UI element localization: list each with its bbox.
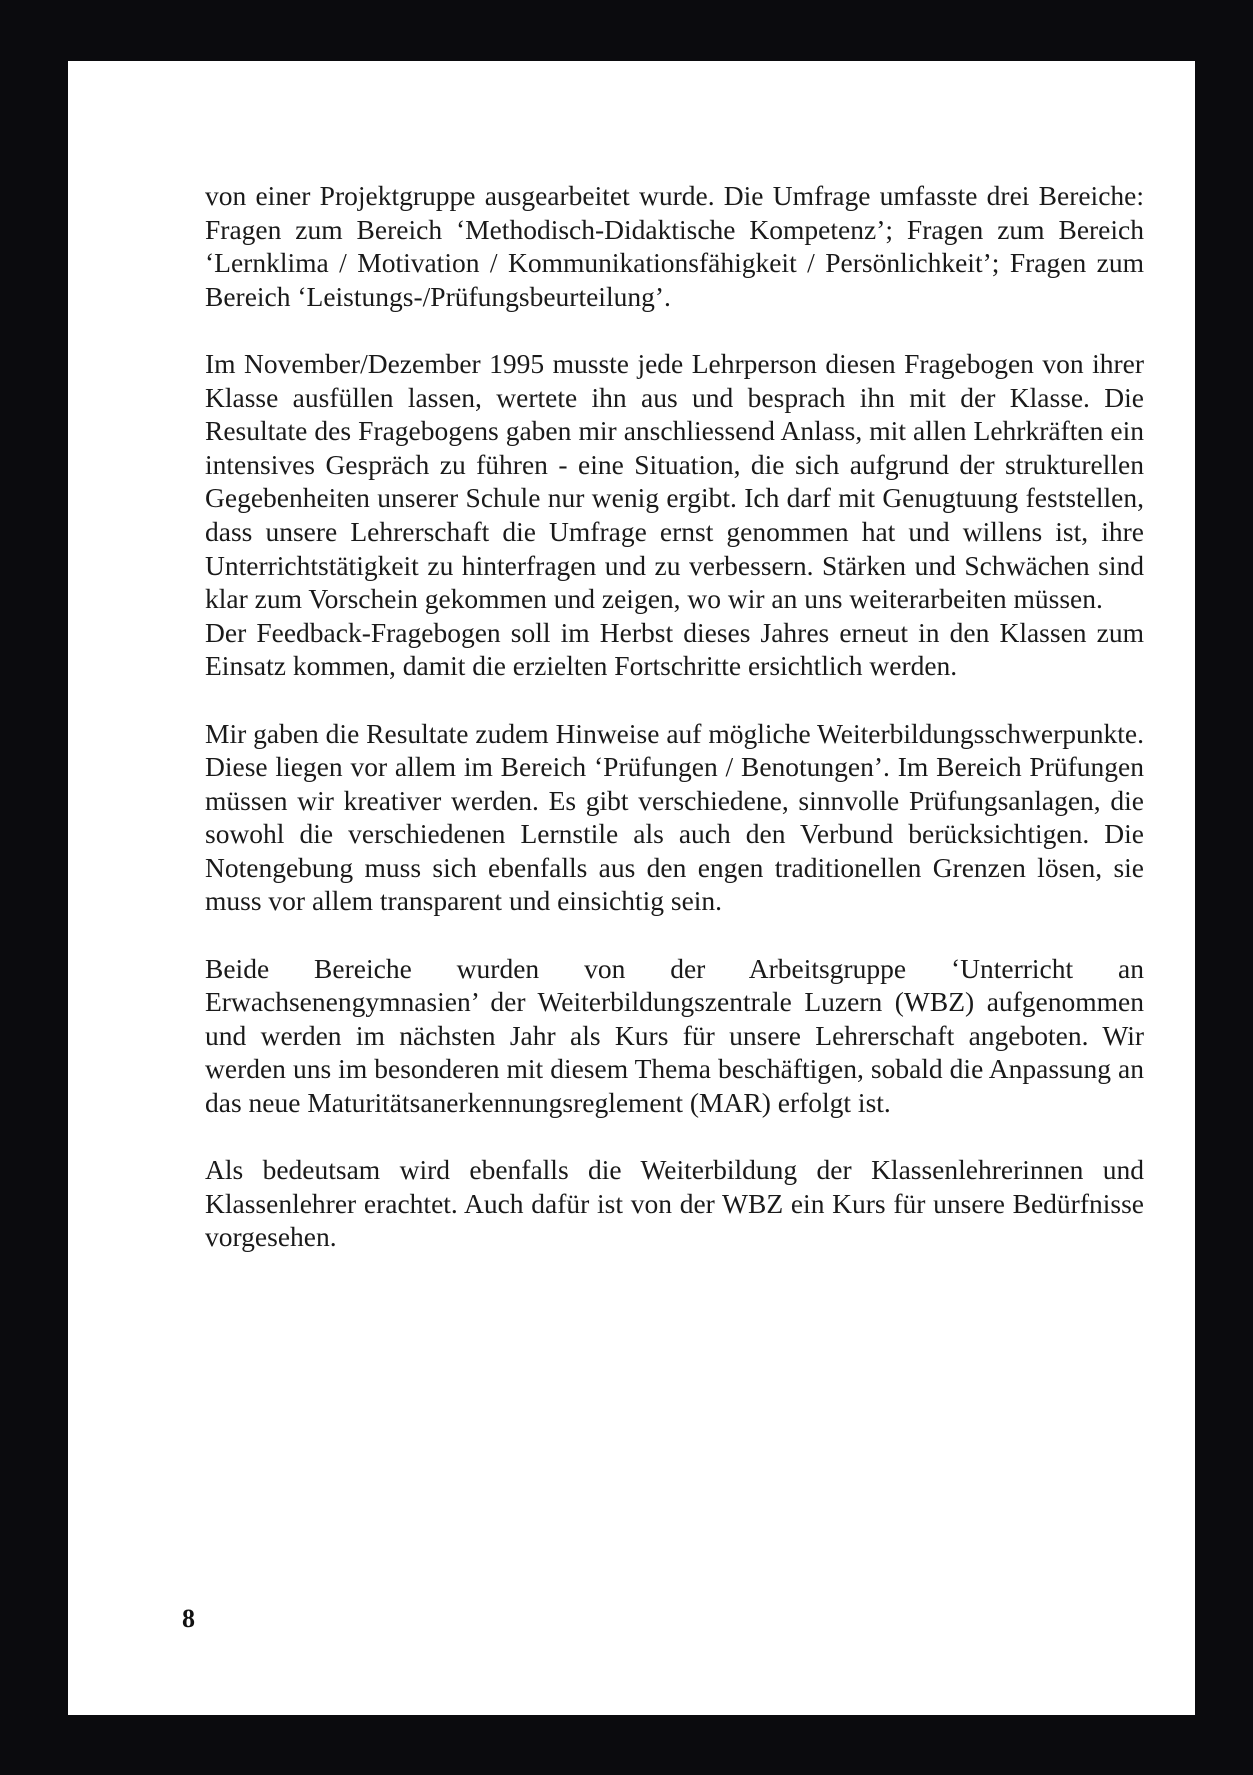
paragraph-training-focus: Mir gaben die Resultate zudem Hinweise auf mögliche Weiterbildungsschwerpunkte. Diese liegen vor allem im Bereich ‘Prüfungen / Benotungen’. Im Bereich Prüfungen müssen wir kreativer werden. Es gibt verschiedene, sinnvolle Prüfungsanlagen, die sowohl die verschiedenen Lernstile als auch den Verbund berücksichtigen. Die Notengebung muss sich ebenfalls aus den engen traditionellen Grenzen lösen, sie muss vor allem transparent und einsichtig sein. [205, 717, 1144, 917]
paragraph-wbz-course: Beide Bereiche wurden von der Arbeitsgruppe ‘Unterricht an Erwachsenengymnasien’ der Weiterbildungszentrale Luzern (WBZ) aufgenommen und werden im nächsten Jahr als Kurs für unsere Lehrerschaft angeboten. Wir werden uns im besonderen mit diesem Thema beschäftigen, sobald die Anpassung an das neue Maturitätsanerkennungsreglement (MAR) erfolgt ist. [205, 952, 1144, 1119]
paragraph-survey-results: Im November/Dezember 1995 musste jede Lehrperson diesen Fragebogen von ihrer Klasse ausfüllen lassen, wertete ihn aus und besprach ihn mit der Klasse. Die Resultate des Fragebogens gaben mir anschliessend Anlass, mit allen Lehrkräften ein intensives Gespräch zu führen - eine Situation, die sich aufgrund der strukturellen Gegebenheiten unserer Schule nur wenig ergibt. Ich darf mit Genugtuung feststellen, dass unsere Lehrerschaft die Umfrage ernst genommen hat und willens ist, ihre Unterrichtstätigkeit zu hinterfragen und zu verbessern. Stärken und Schwächen sind klar zum Vorschein gekommen und zeigen, wo wir an uns weiterarbeiten müssen. [205, 347, 1144, 615]
body-text [205, 179, 1144, 1254]
paragraph-survey-areas: von einer Projektgruppe ausgearbeitet wurde. Die Umfrage umfasste drei Bereiche: Fragen zum Bereich ‘Methodisch-Didaktische Kompetenz’; Fragen zum Bereich ‘Lernklima / Motivation / Kommunikationsfähigkeit / Persönlichkeit’; Fragen zum Bereich ‘Leistungs-/Prüfungsbeurteilung’. [205, 180, 1144, 312]
paragraph-class-teachers: Als bedeutsam wird ebenfalls die Weiterbildung der Klassenlehrerinnen und Klassenlehrer erachtet. Auch dafür ist von der WBZ ein Kurs für unsere Bedürfnisse vorgesehen. [205, 1154, 1144, 1253]
paragraph-feedback-repeat: Der Feedback-Fragebogen soll im Herbst dieses Jahres erneut in den Klassen zum Einsatz kommen, damit die erzielten Fortschritte ersichtlich werden. [205, 616, 1144, 682]
document-page [68, 61, 1195, 1715]
page-number: 8 [182, 1604, 195, 1633]
